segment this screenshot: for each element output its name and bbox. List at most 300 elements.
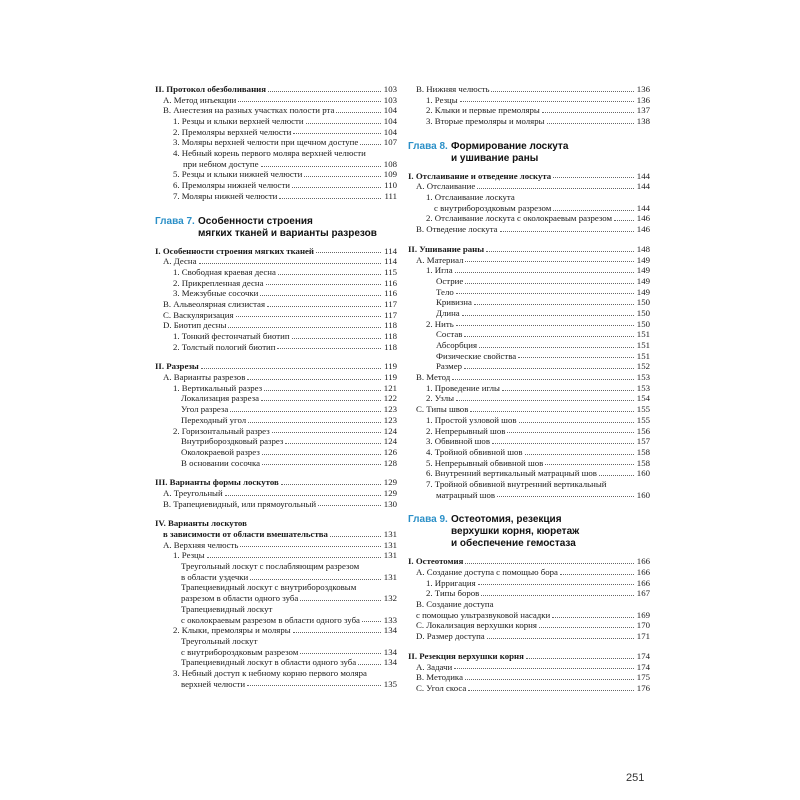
toc-entry — [155, 436, 397, 447]
toc-entry-title: C. Угол скоса — [416, 682, 467, 693]
dot-leader — [199, 263, 382, 264]
chapter-title-line: Особенности строения — [198, 215, 313, 227]
dot-leader — [272, 432, 381, 433]
toc-entry-page: 150 — [636, 307, 650, 318]
toc-section-incisions — [155, 361, 397, 468]
toc-entry-page: 174 — [636, 661, 650, 672]
toc-entry — [155, 320, 397, 331]
toc-entry-title: Трапециевидный лоскут — [181, 603, 273, 614]
toc-entry — [155, 572, 397, 583]
toc-entry-title: Абсорбция — [436, 340, 478, 351]
toc-entry-title: с помощью ультразвуковой насадки — [416, 609, 551, 620]
toc-entry-page: 153 — [636, 382, 650, 393]
toc-entry-title: C. Типы швов — [416, 404, 469, 415]
dot-leader — [264, 390, 381, 391]
toc-entry-title: верхней челюсти — [181, 678, 246, 689]
toc-entry — [155, 499, 397, 510]
toc-entry-title: B. Нижняя челюсть — [416, 83, 490, 94]
dot-leader — [599, 475, 634, 476]
toc-entry-page: 157 — [636, 436, 650, 447]
toc-entry-page: 124 — [383, 436, 397, 447]
toc-entry-page: 109 — [383, 169, 397, 180]
dot-leader — [539, 627, 634, 628]
toc-entry-page: 149 — [636, 275, 650, 286]
toc-entry-page: 137 — [636, 105, 650, 116]
toc-entry-page: 117 — [384, 309, 397, 320]
dot-leader — [456, 293, 634, 294]
toc-entry-page: 150 — [636, 297, 650, 308]
toc-section-root-resection — [408, 651, 650, 694]
toc-entry-page: 103 — [383, 94, 397, 105]
toc-entry-title: B. Отведение лоскута — [416, 224, 498, 235]
toc-entry — [155, 583, 397, 594]
toc-entry-page: 169 — [636, 609, 650, 620]
toc-entry-title: B. Методика — [416, 672, 463, 683]
chapter-title-line: Остеотомия, резекция — [451, 514, 562, 526]
dot-leader — [300, 600, 381, 601]
toc-entry-page: 167 — [636, 588, 650, 599]
toc-entry-title: 2. Типы боров — [426, 588, 480, 599]
toc-entry-page: 118 — [384, 341, 397, 352]
chapter-title-line: Формирование лоскута — [451, 140, 569, 152]
toc-entry — [408, 265, 650, 276]
toc-entry — [155, 668, 397, 679]
toc-entry-title: II. Ушивание раны — [408, 243, 485, 254]
toc-entry-title: Треугольный лоскут — [181, 635, 258, 646]
toc-entry-page: 121 — [383, 382, 397, 393]
dot-leader — [497, 496, 634, 497]
dot-leader — [293, 133, 381, 134]
toc-entry-title: D. Размер доступа — [416, 631, 485, 642]
toc-entry — [155, 426, 397, 437]
toc-entry — [155, 383, 397, 394]
toc-entry-title: 3. Вторые премоляры и моляры — [426, 116, 545, 127]
toc-entry — [155, 372, 397, 383]
toc-entry-title: II. Резекция верхушки корня — [408, 650, 524, 661]
dot-leader — [293, 632, 381, 633]
dot-leader — [474, 304, 634, 305]
toc-entry — [408, 631, 650, 642]
toc-right-column — [408, 84, 650, 694]
dot-leader — [462, 315, 634, 316]
toc-entry-title: 1. Вертикальный разрез — [173, 382, 263, 393]
toc-entry — [155, 394, 397, 405]
toc-entry — [408, 329, 650, 340]
toc-entry — [408, 95, 650, 106]
toc-entry-title: 1. Простой узловой шов — [426, 414, 517, 425]
toc-entry-page: 158 — [636, 446, 650, 457]
toc-entry — [408, 105, 650, 116]
toc-entry-page: 160 — [636, 468, 650, 479]
toc-entry-title: 2. Клыки, премоляры и моляры — [173, 625, 291, 636]
toc-entry-page: 123 — [383, 414, 397, 425]
toc-entry — [408, 599, 650, 610]
toc-entry-page: 103 — [383, 83, 397, 94]
toc-entry — [408, 84, 650, 95]
toc-entry — [155, 488, 397, 499]
toc-entry-title: II. Разрезы — [155, 361, 199, 372]
dot-leader — [238, 101, 381, 102]
toc-entry — [155, 604, 397, 615]
dot-leader — [455, 272, 634, 273]
dot-leader — [481, 595, 634, 596]
toc-entry-title: A. Верхняя челюсть — [163, 539, 239, 550]
toc-entry-title: 2. Премоляры верхней челюсти — [173, 126, 292, 137]
toc-entry — [155, 458, 397, 469]
dot-leader — [281, 484, 381, 485]
toc-entry-page: 155 — [636, 404, 650, 415]
toc-entry-page: 107 — [383, 137, 397, 148]
dot-leader — [362, 621, 381, 622]
chapter-title-line: верхушки корня, кюретаж — [451, 526, 580, 538]
toc-entry-title: D. Биотип десны — [163, 320, 227, 331]
chapter-number: Глава 8. — [408, 140, 448, 152]
dot-leader — [519, 422, 635, 423]
chapter-title-line: и обеспечение гемостаза — [451, 538, 576, 550]
toc-entry-title: Размер — [436, 361, 463, 372]
toc-entry-page: 104 — [383, 126, 397, 137]
toc-entry-page: 134 — [383, 657, 397, 668]
toc-entry-title: 2. Горизонтальный разрез — [173, 425, 270, 436]
toc-entry — [408, 372, 650, 383]
dot-leader — [201, 368, 381, 369]
toc-entry-page: 117 — [384, 298, 397, 309]
toc-entry — [155, 518, 397, 529]
toc-section-flap-variants — [155, 518, 397, 689]
toc-entry-page: 131 — [383, 550, 397, 561]
toc-entry — [408, 340, 650, 351]
toc-entry — [155, 679, 397, 690]
toc-entry-title: A. Материал — [416, 254, 464, 265]
toc-entry-title: Тело — [436, 286, 454, 297]
toc-entry-title: A. Варианты разрезов — [163, 372, 246, 383]
toc-entry-title: Длина — [436, 307, 460, 318]
dot-leader — [261, 166, 381, 167]
toc-entry — [155, 415, 397, 426]
toc-entry-page: 104 — [383, 105, 397, 116]
toc-entry-title: 2. Непрерывный шов — [426, 425, 506, 436]
toc-entry-page: 131 — [383, 571, 397, 582]
toc-entry-page: 128 — [383, 457, 397, 468]
dot-leader — [502, 390, 634, 391]
toc-entry — [408, 404, 650, 415]
dot-leader — [225, 495, 381, 496]
dot-leader — [228, 327, 381, 328]
toc-entry-page: 175 — [636, 672, 650, 683]
toc-entry — [155, 636, 397, 647]
dot-leader — [277, 348, 381, 349]
dot-leader — [454, 668, 634, 669]
toc-entry — [155, 342, 397, 353]
toc-entry-title: A. Десна — [163, 256, 197, 267]
toc-entry — [408, 426, 650, 437]
dot-leader — [456, 325, 634, 326]
toc-entry-title: B. Создание доступа — [416, 599, 494, 610]
toc-entry — [155, 105, 397, 116]
toc-entry-page: 132 — [383, 593, 397, 604]
dot-leader — [525, 454, 634, 455]
toc-entry — [155, 361, 397, 372]
toc-entry-title: C. Васкуляризация — [163, 309, 234, 320]
toc-entry-page: 134 — [383, 646, 397, 657]
dot-leader — [465, 679, 634, 680]
toc-entry — [155, 137, 397, 148]
toc-entry — [408, 490, 650, 501]
dot-leader — [230, 411, 381, 412]
dot-leader — [292, 187, 381, 188]
toc-entry-page: 170 — [636, 620, 650, 631]
toc-entry-page: 166 — [636, 567, 650, 578]
toc-entry-page: 154 — [636, 393, 650, 404]
dot-leader — [267, 306, 381, 307]
dot-leader — [460, 101, 634, 102]
dot-leader — [268, 91, 381, 92]
toc-entry-title: A. Создание доступа с помощью бора — [416, 567, 558, 578]
toc-entry-page: 136 — [636, 83, 650, 94]
dot-leader — [526, 658, 634, 659]
toc-left-column — [155, 84, 397, 689]
toc-entry-title: 2. Клыки и первые премоляры — [426, 105, 540, 116]
toc-entry-title: разрезом в области одного зуба — [181, 593, 299, 604]
toc-entry — [408, 662, 650, 673]
toc-entry-page: 149 — [636, 286, 650, 297]
toc-entry — [408, 621, 650, 632]
toc-entry-title: Трапециевидный лоскут с внутрибороздковым — [181, 582, 357, 593]
toc-entry-page: 176 — [636, 682, 650, 693]
toc-entry-page: 166 — [636, 556, 650, 567]
dot-leader — [500, 231, 634, 232]
toc-entry-title: 4. Небный корень первого моляра верхней челюсти — [173, 148, 366, 159]
toc-entry-title: A. Метод инъекции — [163, 94, 237, 105]
dot-leader — [278, 274, 381, 275]
toc-entry-title: 3. Моляры верхней челюсти при щечном доступе — [173, 137, 359, 148]
toc-entry — [408, 244, 650, 255]
toc-entry-page: 160 — [636, 489, 650, 500]
toc-entry — [155, 159, 397, 170]
toc-entry-page: 144 — [636, 181, 650, 192]
dot-leader — [470, 411, 634, 412]
dot-leader — [250, 579, 381, 580]
toc-entry-page: 171 — [636, 631, 650, 642]
dot-leader — [316, 252, 381, 253]
toc-entry — [155, 116, 397, 127]
dot-leader — [477, 188, 634, 189]
toc-entry-title: 3. Межзубные сосочки — [173, 288, 259, 299]
chapter-title-line: и ушивание раны — [451, 152, 539, 164]
toc-entry-page: 133 — [383, 614, 397, 625]
toc-entry — [408, 351, 650, 362]
toc-entry-title: 1. Игла — [426, 265, 453, 276]
toc-entry — [155, 246, 397, 257]
toc-entry-title: B. Альвеолярная слизистая — [163, 298, 265, 309]
toc-entry-page: 144 — [636, 170, 650, 181]
toc-entry-title: B. Метод — [416, 372, 451, 383]
toc-entry — [408, 588, 650, 599]
toc-entry-title: Переходный угол — [181, 414, 247, 425]
toc-entry-page: 116 — [384, 288, 397, 299]
toc-entry-page: 104 — [383, 116, 397, 127]
toc-entry-title: 2. Толстый пологий биотип — [173, 341, 276, 352]
toc-entry — [408, 610, 650, 621]
toc-entry-title: Трапециевидный лоскут в области одного зуба — [181, 657, 357, 668]
toc-section-flap-shapes — [155, 477, 397, 509]
toc-entry-page: 122 — [383, 393, 397, 404]
toc-entry-title: 1. Отслаивание лоскута — [426, 192, 515, 203]
toc-entry-page: 153 — [636, 372, 650, 383]
toc-entry — [155, 625, 397, 636]
toc-entry-page: 119 — [384, 361, 397, 372]
dot-leader — [464, 336, 634, 337]
dot-leader — [262, 454, 381, 455]
toc-entry-title: IV. Варианты лоскутов — [155, 518, 247, 529]
toc-entry-title: A. Треугольный — [163, 487, 223, 498]
toc-entry-page: 114 — [384, 245, 397, 256]
chapter-8-heading — [408, 141, 650, 165]
toc-entry — [408, 683, 650, 694]
toc-entry-title: 6. Внутренний вертикальный матрацный шов — [426, 468, 597, 479]
toc-entry-page: 144 — [636, 202, 650, 213]
toc-entry — [408, 578, 650, 589]
toc-entry-page: 110 — [384, 180, 397, 191]
dot-leader — [552, 617, 634, 618]
toc-entry-title: 2. Прикрепленная десна — [173, 277, 264, 288]
toc-section-soft-tissue — [155, 246, 397, 353]
dot-leader — [261, 400, 381, 401]
toc-entry-title: 1. Проведение иглы — [426, 382, 500, 393]
toc-entry — [155, 331, 397, 342]
toc-entry-title: Треугольный лоскут с послабляющим разрезом — [181, 561, 360, 572]
toc-entry — [408, 436, 650, 447]
toc-entry-page: 111 — [384, 190, 397, 201]
toc-entry — [408, 171, 650, 182]
toc-entry-title: 7. Тройной обвивной внутренний вертикальный — [426, 478, 607, 489]
toc-entry-page: 124 — [383, 425, 397, 436]
toc-entry-page: 129 — [383, 477, 397, 488]
dot-leader — [614, 220, 634, 221]
toc-entry — [155, 404, 397, 415]
toc-entry-title: 5. Непрерывный обвивной шов — [426, 457, 544, 468]
toc-entry-page: 131 — [383, 539, 397, 550]
toc-entry-page: 130 — [383, 498, 397, 509]
dot-leader — [247, 685, 381, 686]
toc-entry — [408, 255, 650, 266]
dot-leader — [306, 123, 381, 124]
chapter-title-line: мягких тканей и варианты разрезов — [198, 227, 377, 239]
toc-entry-page: 148 — [636, 243, 650, 254]
toc-entry-page: 146 — [636, 213, 650, 224]
dot-leader — [240, 546, 381, 547]
toc-entry-title: Околокраевой разрез — [181, 446, 260, 457]
dot-leader — [465, 283, 634, 284]
dot-leader — [266, 284, 381, 285]
toc-entry-title: 2. Отслаивание лоскута с околокраевым разрезом — [426, 213, 613, 224]
toc-entry — [408, 276, 650, 287]
dot-leader — [456, 400, 634, 401]
toc-entry — [155, 299, 397, 310]
toc-entry — [155, 288, 397, 299]
dot-leader — [547, 123, 634, 124]
toc-entry-title: B. Трапециевидный, или прямоугольный — [163, 498, 317, 509]
dot-leader — [560, 574, 634, 575]
toc-entry — [155, 447, 397, 458]
toc-entry-title: Кривизна — [436, 297, 472, 308]
toc-entry-page: 118 — [384, 320, 397, 331]
dot-leader — [248, 422, 381, 423]
dot-leader — [553, 177, 634, 178]
toc-entry-page: 151 — [636, 350, 650, 361]
toc-entry-title: с внутрибороздковым разрезом — [181, 646, 299, 657]
toc-entry-title: В основании сосочка — [181, 457, 261, 468]
toc-entry-title: 4. Тройной обвивной шов — [426, 446, 523, 457]
dot-leader — [304, 176, 381, 177]
dot-leader — [465, 563, 634, 564]
toc-entry-page: 118 — [384, 331, 397, 342]
chapter-9-heading — [408, 514, 650, 550]
toc-entry — [155, 529, 397, 540]
toc-entry — [155, 127, 397, 138]
dot-leader — [465, 261, 634, 262]
dot-leader — [507, 432, 634, 433]
toc-entry — [155, 310, 397, 321]
toc-entry-title: в зависимости от области вмешательства — [163, 529, 328, 540]
toc-entry — [155, 477, 397, 488]
toc-entry — [408, 415, 650, 426]
dot-leader — [478, 584, 634, 585]
toc-entry-title: 2. Нить — [426, 318, 454, 329]
toc-entry — [155, 95, 397, 106]
toc-entry-title: Локализация разреза — [181, 393, 259, 404]
dot-leader — [292, 338, 381, 339]
toc-entry — [408, 458, 650, 469]
toc-entry — [155, 657, 397, 668]
toc-entry-page: 135 — [383, 678, 397, 689]
dot-leader — [279, 198, 381, 199]
toc-entry-page: 108 — [383, 158, 397, 169]
toc-entry-page: 149 — [636, 254, 650, 265]
toc-entry-title: 5. Резцы и клыки нижней челюсти — [173, 169, 303, 180]
dot-leader — [358, 664, 381, 665]
toc-entry-title: 2. Узлы — [426, 393, 455, 404]
dot-leader — [330, 536, 381, 537]
dot-leader — [247, 379, 381, 380]
toc-entry-title: 3. Обвивной шов — [426, 436, 490, 447]
toc-entry-page: 129 — [383, 487, 397, 498]
dot-leader — [207, 557, 381, 558]
toc-entry-page: 151 — [636, 329, 650, 340]
toc-entry-title: в области уздечки — [181, 571, 249, 582]
toc-entry-page: 158 — [636, 457, 650, 468]
toc-entry-title: 1. Резцы и клыки верхней челюсти — [173, 116, 304, 127]
toc-entry — [408, 308, 650, 319]
dot-leader — [545, 464, 634, 465]
dot-leader — [479, 347, 634, 348]
dot-leader — [260, 295, 381, 296]
dot-leader — [518, 357, 634, 358]
toc-entry-page: 152 — [636, 361, 650, 372]
toc-entry-page: 123 — [383, 404, 397, 415]
toc-entry-title: при небном доступе — [183, 158, 259, 169]
toc-entry-title: Состав — [436, 329, 463, 340]
toc-entry-title: 6. Премоляры нижней челюсти — [173, 180, 291, 191]
toc-entry — [408, 468, 650, 479]
chapter-7-heading — [155, 216, 397, 240]
dot-leader — [236, 316, 382, 317]
toc-entry — [408, 567, 650, 578]
toc-entry-title: I. Остеотомия — [408, 556, 464, 567]
toc-entry — [408, 116, 650, 127]
toc-entry — [155, 540, 397, 551]
toc-entry-page: 119 — [384, 372, 397, 383]
